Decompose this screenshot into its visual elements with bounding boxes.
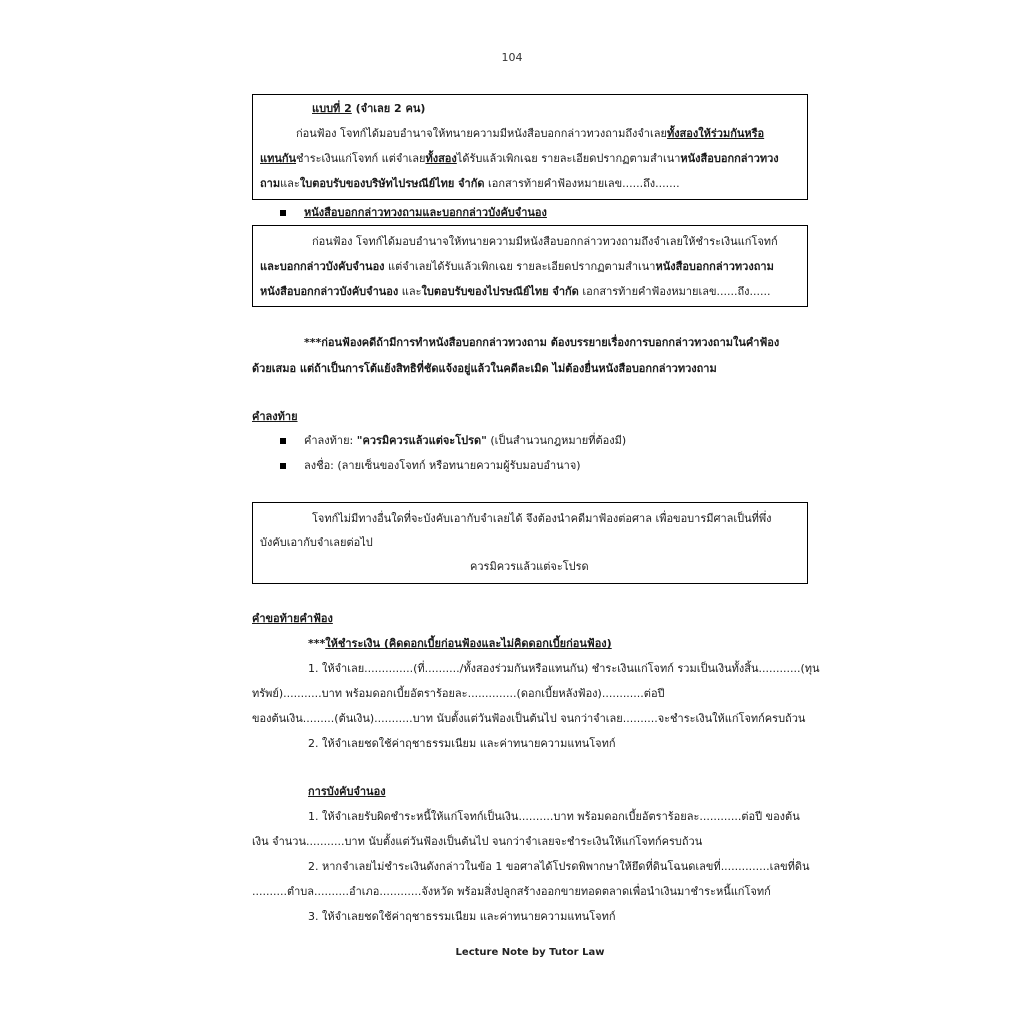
bullet-icon [280, 463, 286, 469]
text: ชำระเงินแก่โจทก์ แต่จำเลย [296, 152, 426, 165]
text-emphasis: ถาม [260, 177, 281, 190]
example-2-heading [312, 102, 425, 116]
example-2-line-3 [260, 177, 680, 191]
notice-line-3 [260, 285, 770, 299]
text: และ [280, 177, 300, 190]
notice-line-2 [260, 260, 774, 274]
example-2-line-1 [296, 127, 764, 141]
text: แต่จำเลยได้รับแล้วเพิกเฉย รายละเอียดปรากฏตามสำเนา [384, 260, 656, 273]
example-2-subtitle: (จำเลย 2 คน) [351, 102, 426, 115]
text-emphasis: "ควรมิควรแล้วแต่จะโปรด" [356, 434, 487, 447]
mortgage-line-1: 1. ให้จำเลยรับผิดชำระหนี้ให้แก่โจทก์เป็นเงิน..........บาท พร้อมดอกเบี้ยอัตราร้อยละ............ต่อปี ของต้น [308, 810, 800, 823]
text-emphasis: หนังสือบอกกล่าวบังคับจำนอง [260, 285, 399, 298]
mortgage-line-3: 2. หากจำเลยไม่ชำระเงินดังกล่าวในข้อ 1 ขอศาลได้โปรดพิพากษาให้ยึดที่ดินโฉนดเลขที่..............เลขที่ดิน [308, 860, 810, 873]
text-emphasis: และบอกกล่าวบังคับจำนอง [260, 260, 385, 273]
text: และ [398, 285, 422, 298]
closing-heading: คำลงท้าย [252, 410, 298, 423]
section-heading-notice: หนังสือบอกกล่าวทวงถามและบอกกล่าวบังคับจำนอง [304, 206, 547, 219]
text: เอกสารท้ายคำฟ้องหมายเลข......ถึง...... [578, 285, 771, 298]
mortgage-heading: การบังคับจำนอง [308, 785, 386, 798]
text: *** [308, 637, 326, 650]
text: ได้รับแล้วเพิกเฉย รายละเอียดปรากฏตามสำเนา [456, 152, 681, 165]
requests-line-3: ของต้นเงิน.........(ต้นเงิน)...........บาท นับตั้งแต่วันฟ้องเป็นต้นไป จนกว่าจำเลย..........จะชำระเงินให้แก่โจทก์ครบถ้วน [252, 712, 806, 725]
note-line-1: ***ก่อนฟ้องคดีถ้ามีการทำหนังสือบอกกล่าวทวงถาม ต้องบรรยายเรื่องการบอกกล่าวทวงถามในคำฟ้อง [304, 336, 780, 349]
requests-line-1: 1. ให้จำเลย..............(ที่........../ทั้งสองร่วมกันหรือแทนกัน) ชำระเงินแก่โจทก์ รวมเป็นเงินทั้งสิ้น............(ทุน [308, 662, 820, 675]
text: เอกสารท้ายคำฟ้องหมายเลข......ถึง....... [484, 177, 680, 190]
mortgage-line-4: ..........ตำบล..........อำเภอ............จังหวัด พร้อมสิ่งปลูกสร้างออกขายทอดตลาดเพื่อนำเงินมาชำระหนี้แก่โจทก์ [252, 885, 771, 898]
text-emphasis: ให้ชำระเงิน (คิดดอกเบี้ยก่อนฟ้องและไม่คิดดอกเบี้ยก่อนฟ้อง) [325, 637, 612, 650]
requests-subheading [308, 637, 612, 651]
closing-box-line-2: บังคับเอากับจำเลยต่อไป [260, 536, 373, 549]
text: ก่อนฟ้อง โจทก์ได้มอบอำนาจให้ทนายความมีหนังสือบอกกล่าวทวงถามถึงจำเลย [296, 127, 667, 140]
example-2-title: แบบที่ 2 [312, 102, 352, 115]
requests-line-2: ทรัพย์)...........บาท พร้อมดอกเบี้ยอัตราร้อยละ..............(ดอกเบี้ยหลังฟ้อง)............ต่อปี [252, 687, 665, 700]
mortgage-line-2: เงิน จำนวน...........บาท นับตั้งแต่วันฟ้องเป็นต้นไป จนกว่าจำเลยจะชำระเงินให้แก่โจทก์ครบถ้วน [252, 835, 703, 848]
requests-line-4: 2. ให้จำเลยชดใช้ค่าฤชาธรรมเนียม และค่าทนายความแทนโจทก์ [308, 737, 616, 750]
text-emphasis: ใบตอบรับของบริษัทไปรษณีย์ไทย จำกัด [299, 177, 485, 190]
closing-box-line-1: โจทก์ไม่มีทางอื่นใดที่จะบังคับเอากับจำเลยได้ จึงต้องนำคดีมาฟ้องต่อศาล เพื่อขอบารมีศาลเป็นที่พึ่ง [312, 512, 772, 525]
mortgage-line-5: 3. ให้จำเลยชดใช้ค่าฤชาธรรมเนียม และค่าทนายความแทนโจทก์ [308, 910, 616, 923]
page-number: 104 [501, 51, 523, 64]
notice-line-1: ก่อนฟ้อง โจทก์ได้มอบอำนาจให้ทนายความมีหนังสือบอกกล่าวทวงถามถึงจำเลยให้ชำระเงินแก่โจทก์ [312, 235, 778, 248]
footer-credit: Lecture Note by Tutor Law [455, 947, 605, 958]
bullet-icon [280, 438, 286, 444]
closing-item-1 [304, 434, 626, 448]
bullet-icon [280, 210, 286, 216]
text: (เป็นสำนวนกฎหมายที่ต้องมี) [486, 434, 627, 447]
text-emphasis: หนังสือบอกกล่าวทวงถาม [655, 260, 774, 273]
text-emphasis: แทนกัน [260, 152, 297, 165]
requests-heading: คำขอท้ายคำฟ้อง [252, 612, 333, 625]
closing-box-line-3: ควรมิควรแล้วแต่จะโปรด [470, 560, 589, 573]
text-emphasis: ทั้งสองให้ร่วมกันหรือ [666, 127, 765, 140]
text-emphasis: หนังสือบอกกล่าวทวง [680, 152, 779, 165]
text-emphasis: ทั้งสอง [425, 152, 457, 165]
text-emphasis: ใบตอบรับของไปรษณีย์ไทย จำกัด [421, 285, 579, 298]
note-line-2: ด้วยเสมอ แต่ถ้าเป็นการโต้แย้งสิทธิที่ชัดแจ้งอยู่แล้วในคดีละเมิด ไม่ต้องยื่นหนังสือบอกกล่าวทวงถาม [252, 362, 717, 375]
text: คำลงท้าย: [304, 434, 357, 447]
closing-item-2: ลงชื่อ: (ลายเซ็นของโจทก์ หรือทนายความผู้รับมอบอำนาจ) [304, 459, 581, 472]
example-2-line-2 [260, 152, 779, 166]
